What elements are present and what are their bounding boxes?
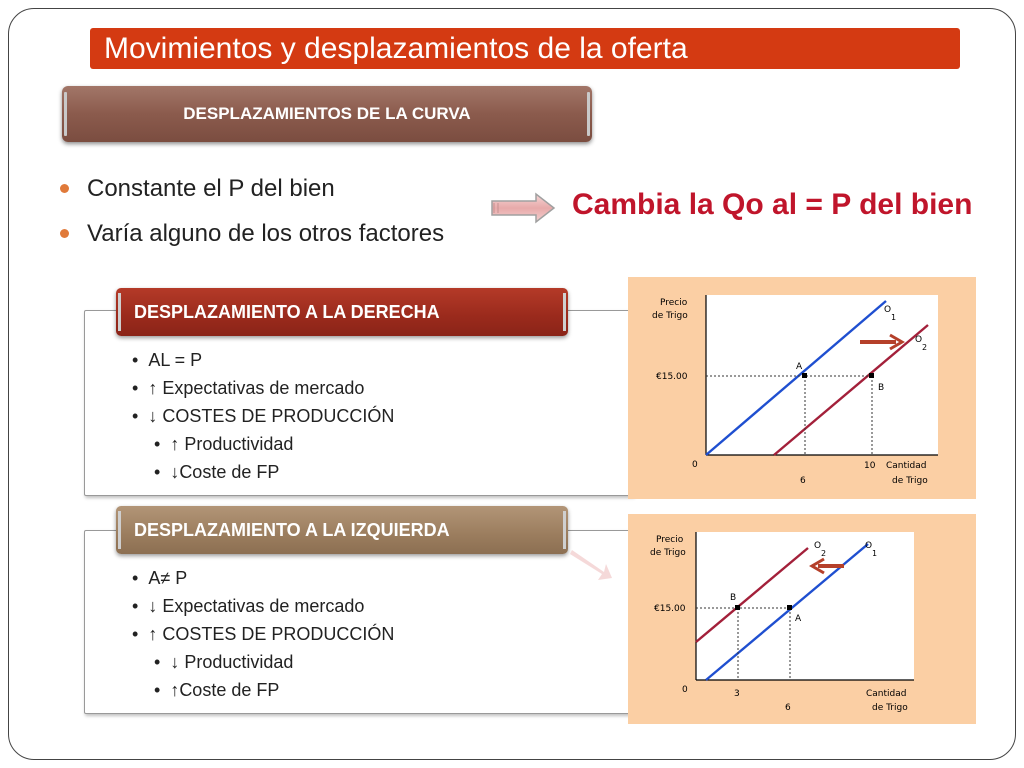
- list-item: • ↑ COSTES DE PRODUCCIÓN: [132, 620, 394, 648]
- list-item: • ↓ COSTES DE PRODUCCIÓN: [132, 402, 394, 430]
- y-axis-label-line2: de Trigo: [650, 548, 686, 558]
- sub-list-item: • ↓Coste de FP: [132, 458, 394, 486]
- left-shift-list: [132, 564, 394, 704]
- faded-arrow-icon: [568, 544, 616, 582]
- supply-shift-right-graph: [628, 277, 976, 499]
- supply-shift-right-chart: [628, 277, 976, 499]
- left-shift-header: DESPLAZAMIENTO A LA IZQUIERDA: [116, 506, 568, 554]
- price-tick-label: €15.00: [656, 372, 688, 382]
- supply-shift-left-graph: [628, 514, 976, 724]
- curve-o2-label: O: [915, 335, 923, 345]
- plot-area: [696, 532, 914, 680]
- point-b-marker: [869, 373, 874, 378]
- curve-o1-subscript: 1: [872, 549, 878, 558]
- point-a-label: A: [796, 362, 803, 372]
- condition-item: [60, 211, 444, 256]
- price-tick-label: €15.00: [654, 604, 686, 614]
- list-item: • AL = P: [132, 346, 394, 374]
- sub-list-item: • ↑Coste de FP: [132, 676, 394, 704]
- origin-label: 0: [682, 685, 688, 695]
- quantity-b-tick: 3: [734, 689, 740, 699]
- condition-text: Constante el P del bien: [87, 174, 335, 202]
- bullet-dot-icon: [60, 184, 69, 193]
- curve-o2-label: O: [814, 541, 822, 551]
- origin-label: 0: [692, 460, 698, 470]
- point-b-label: B: [730, 593, 737, 603]
- slide-title: Movimientos y desplazamientos de la oferta: [90, 28, 960, 69]
- list-item: • ↑ Expectativas de mercado: [132, 374, 394, 402]
- curve-o1-label: O: [884, 305, 892, 315]
- conditions-list: [60, 166, 444, 256]
- bullet-dot-icon: [60, 229, 69, 238]
- point-a-marker: [802, 373, 807, 378]
- curve-o2-subscript: 2: [922, 343, 928, 352]
- right-arrow-icon: [490, 192, 556, 224]
- point-b-label: B: [878, 383, 885, 393]
- result-text: Cambia la Qo al = P del bien: [572, 188, 973, 221]
- condition-item: [60, 166, 444, 211]
- x-axis-label-line2: de Trigo: [872, 703, 908, 713]
- sub-list-item: • ↑ Productividad: [132, 430, 394, 458]
- x-axis-label-line2: de Trigo: [892, 476, 928, 486]
- point-b-marker: [735, 605, 740, 610]
- quantity-a-tick: 6: [800, 476, 806, 486]
- plot-area: [706, 295, 938, 455]
- curve-shifts-header: DESPLAZAMIENTOS DE LA CURVA: [62, 86, 592, 142]
- point-a-label: A: [795, 614, 802, 624]
- quantity-b-tick: 10: [864, 461, 876, 471]
- list-item: • A≠ P: [132, 564, 394, 592]
- point-a-marker: [787, 605, 792, 610]
- y-axis-label-line1: Precio: [656, 535, 684, 545]
- y-axis-label-line2: de Trigo: [652, 311, 688, 321]
- right-shift-header: DESPLAZAMIENTO A LA DERECHA: [116, 288, 568, 336]
- x-axis-label-line1: Cantidad: [866, 689, 907, 699]
- sub-list-item: • ↓ Productividad: [132, 648, 394, 676]
- supply-shift-left-chart: [628, 514, 976, 724]
- right-shift-list: [132, 346, 394, 486]
- curve-o2-subscript: 2: [821, 549, 827, 558]
- curve-o1-subscript: 1: [891, 313, 897, 322]
- quantity-a-tick: 6: [785, 703, 791, 713]
- curve-o1-label: O: [865, 541, 873, 551]
- list-item: • ↓ Expectativas de mercado: [132, 592, 394, 620]
- y-axis-label-line1: Precio: [660, 298, 688, 308]
- x-axis-label-line1: Cantidad: [886, 461, 927, 471]
- condition-text: Varía alguno de los otros factores: [87, 219, 445, 247]
